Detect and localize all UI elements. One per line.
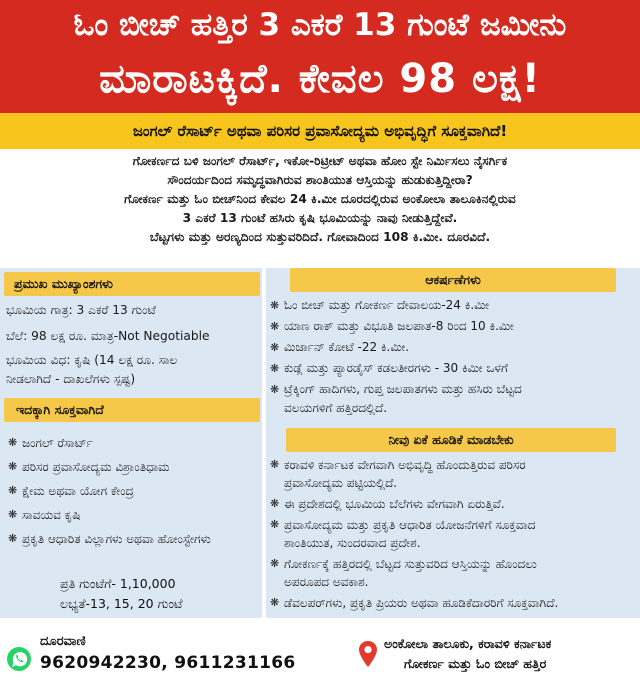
why-invest-heading: ನೀವು ಏಕೆ ಹೂಡಿಕೆ ಮಾಡಬೇಕು bbox=[286, 428, 616, 452]
land-type-line-1: ಭೂಮಿಯ ವಿಧ: ಕೃಷಿ (14 ಲಕ್ಷ ರೂ. ಸಾಲ bbox=[6, 353, 178, 367]
land-type-line-2: ನೀಡಲಾಗಿದೆ - ದಾಖಲೆಗಳು ಸ್ಪಷ್ಟ) bbox=[6, 372, 136, 386]
list-item: ❋ ಟ್ರೆಕ್ಕಿಂಗ್ ಹಾದಿಗಳು, ಗುಪ್ತ ಜಲಪಾತಗಳು ಮತ್ತು ಹಸಿರು ಬೆಟ್ಟದ ವಲಯಗಳಿಗೆ ಹತ್ತಿರದಲ್ಲಿದೆ. bbox=[270, 382, 522, 415]
list-item: ❋ ಕರಾವಳಿ ಕರ್ನಾಟಕ ವೇಗವಾಗಿ ಅಭಿವೃದ್ಧಿ ಹೊಂದುತ್ತಿರುವ ಪರಿಸರ ಪ್ರವಾಸೋದ್ಯಮ ಪಟ್ಟಿಯಲ್ಲಿದೆ. bbox=[270, 458, 526, 490]
flower-bullet-icon: ❋ bbox=[270, 362, 280, 375]
land-size: ಭೂಮಿಯ ಗಾತ್ರ: 3 ಎಕರೆ 13 ಗುಂಟೆ bbox=[6, 303, 156, 317]
phone-numbers[interactable]: 9620942230, 9611231166 bbox=[40, 653, 296, 673]
flower-bullet-icon: ❋ bbox=[8, 436, 18, 449]
flower-bullet-icon: ❋ bbox=[270, 320, 280, 333]
list-item: ❋ ಸಾವಯವ ಕೃಷಿ bbox=[8, 504, 262, 526]
attractions-heading: ಆಕರ್ಷಣೆಗಳು bbox=[290, 268, 616, 292]
phone-label: ದೂರವಾಣಿ bbox=[40, 634, 86, 649]
headline-line-2: ಮಾರಾಟಕ್ಕಿದೆ. ಕೇವಲ 98 ಲಕ್ಷ! bbox=[99, 56, 541, 102]
attractions-list bbox=[270, 296, 636, 420]
flower-bullet-icon: ❋ bbox=[270, 557, 280, 570]
flower-bullet-icon: ❋ bbox=[8, 532, 18, 545]
features-heading: ಪ್ರಮುಖ ಮುಖ್ಯಾಂಶಗಳು bbox=[4, 272, 260, 296]
flower-bullet-icon: ❋ bbox=[270, 596, 280, 609]
list-item: ❋ ಕ್ಷೇಮ ಅಥವಾ ಯೋಗ ಕೇಂದ್ರ bbox=[8, 480, 262, 502]
suitable-list bbox=[8, 432, 262, 552]
flower-bullet-icon: ❋ bbox=[270, 518, 280, 531]
headline-line-1: ಓಂ ಬೀಚ್ ಹತ್ತಿರ 3 ಎಕರೆ 13 ಗುಂಟೆ ಜಮೀನು bbox=[73, 7, 567, 43]
flower-bullet-icon: ❋ bbox=[270, 458, 280, 471]
headline-banner bbox=[0, 0, 640, 113]
list-item: ❋ ಪ್ರಕೃತಿ ಆಧಾರಿತ ವಿಲ್ಲಾಗಳು ಅಥವಾ ಹೋಂಸ್ಟೇಗಳು bbox=[8, 528, 262, 550]
whatsapp-icon[interactable] bbox=[6, 646, 32, 672]
list-item: ❋ ಕುಡ್ಲೆ ಮತ್ತು ಪ್ಯಾರಡೈಸ್ ಕಡಲತೀರಗಳು - 30 ಕಿಮೀ ಒಳಗೆ bbox=[270, 359, 636, 378]
flower-bullet-icon: ❋ bbox=[8, 484, 18, 497]
list-item: ❋ ಪ್ರವಾಸೋದ್ಯಮ ಮತ್ತು ಪ್ರಕೃತಿ ಆಧಾರಿತ ಯೋಜನೆಗಳಿಗೆ ಸೂಕ್ತವಾದ ಶಾಂತಿಯುತ, ಸುಂದರವಾದ ಪ್ರದೇಶ. bbox=[270, 518, 536, 550]
intro-paragraph bbox=[8, 152, 632, 247]
location-pin-icon bbox=[358, 640, 378, 668]
location-line-2: ಗೋಕರ್ಣ ಮತ್ತು ಓಂ ಬೀಚ್ ಹತ್ತಿರ bbox=[404, 656, 547, 671]
list-item: ❋ ಗೋಕರ್ಣಕ್ಕೆ ಹತ್ತಿರದಲ್ಲಿ ಬೆಟ್ಟದ ಸುತ್ತುವರಿದ ಆಸ್ತಿಯನ್ನು ಹೊಂದಲು ಅಪರೂಪದ ಅವಕಾಶ. bbox=[270, 557, 537, 589]
list-item: ❋ ಈ ಪ್ರದೇಶದಲ್ಲಿ ಭೂಮಿಯ ಬೆಲೆಗಳು ವೇಗವಾಗಿ ಏರುತ್ತಿವೆ. bbox=[270, 497, 505, 511]
flower-bullet-icon: ❋ bbox=[270, 383, 280, 396]
flower-bullet-icon: ❋ bbox=[270, 341, 280, 354]
list-item: ❋ ಓಂ ಬೀಚ್ ಮತ್ತು ಗೋಕರ್ಣ ದೇವಾಲಯ-24 ಕಿ.ಮೀ bbox=[270, 296, 636, 315]
list-item: ❋ ಮಿರ್ಜಾನ್ ಕೋಟೆ -22 ಕಿ.ಮೀ. bbox=[270, 338, 636, 357]
intro-line: ಗೋಕರ್ಣದ ಬಳಿ ಜಂಗಲ್ ರೆಸಾರ್ಟ್, ಇಕೋ-ರಿಟ್ರೀಟ್ ಅಥವಾ ಹೋಂ ಸ್ಟೇ ನಿರ್ಮಿಸಲು ನೈಸರ್ಗಿಕ bbox=[132, 154, 508, 168]
availability: ಲಭ್ಯತೆ-13, 15, 20 ಗುಂಟೆ bbox=[60, 596, 183, 611]
price: ಬೆಲೆ: 98 ಲಕ್ಷ ರೂ. ಮಾತ್ರ-Not Negotiable bbox=[6, 329, 210, 343]
intro-line: ಬೆಟ್ಟಗಳು ಮತ್ತು ಅರಣ್ಯದಿಂದ ಸುತ್ತುವರಿದಿದೆ. ಗೋವಾದಿಂದ 108 ಕಿ.ಮೀ. ದೂರವಿದೆ. bbox=[149, 230, 491, 244]
flower-bullet-icon: ❋ bbox=[270, 299, 280, 312]
flower-bullet-icon: ❋ bbox=[8, 460, 18, 473]
flower-bullet-icon: ❋ bbox=[8, 508, 18, 521]
list-item: ❋ ಡೆವಲಪರ್‌ಗಳು, ಪ್ರಕೃತಿ ಪ್ರಿಯರು ಅಥವಾ ಹೂಡಿಕೆದಾರರಿಗೆ ಸೂಕ್ತವಾಗಿದೆ. bbox=[270, 596, 559, 610]
suitable-heading: ಇದಕ್ಕಾಗಿ ಸೂಕ್ತವಾಗಿದೆ bbox=[4, 398, 260, 422]
flower-bullet-icon: ❋ bbox=[270, 497, 280, 510]
price-per-gunta: ಪ್ರತಿ ಗುಂಟೆಗೆ- 1,10,000 bbox=[60, 576, 176, 591]
why-invest-list bbox=[270, 456, 636, 615]
list-item: ❋ ಪರಿಸರ ಪ್ರವಾಸೋದ್ಯಮ ವಿಶ್ರಾಂತಿಧಾಮ bbox=[8, 456, 262, 478]
intro-line: ಗೋಕರ್ಣ ಮತ್ತು ಓಂ ಬೀಚ್‌ನಿಂದ ಕೇವಲ 24 ಕಿ.ಮೀ ದೂರದಲ್ಲಿರುವ ಅಂಕೋಲಾ ತಾಲೂಕಿನಲ್ಲಿರುವ bbox=[124, 192, 516, 206]
intro-line: ಸೌಂದರ್ಯದಿಂದ ಸಮೃದ್ಧವಾಗಿರುವ ಶಾಂತಿಯುತ ಆಸ್ತಿಯನ್ನು ಹುಡುಕುತ್ತಿದ್ದೀರಾ? bbox=[167, 173, 473, 187]
intro-line: 3 ಎಕರೆ 13 ಗುಂಟೆ ಹಸಿರು ಕೃಷಿ ಭೂಮಿಯನ್ನು ನಾವು ನೀಡುತ್ತಿದ್ದೇವೆ. bbox=[182, 211, 458, 225]
list-item: ❋ ಯಾಣ ರಾಕ್ ಮತ್ತು ವಿಭೂತಿ ಜಲಪಾತ-8 ರಿಂದ 10 ಕಿ.ಮೀ bbox=[270, 317, 636, 336]
list-item: ❋ ಜಂಗಲ್ ರೆಸಾರ್ಟ್ bbox=[8, 432, 262, 454]
location-line-1: ಅಂಕೋಲಾ ತಾಲೂಕು, ಕರಾವಳಿ ಕರ್ನಾಟಕ bbox=[384, 636, 552, 651]
tagline: ಜಂಗಲ್ ರೆಸಾರ್ಟ್ ಅಥವಾ ಪರಿಸರ ಪ್ರವಾಸೋದ್ಯಮ ಅಭಿವೃದ್ಧಿಗೆ ಸೂಕ್ತವಾಗಿದೆ! bbox=[0, 113, 640, 149]
pricing-block bbox=[60, 574, 260, 614]
